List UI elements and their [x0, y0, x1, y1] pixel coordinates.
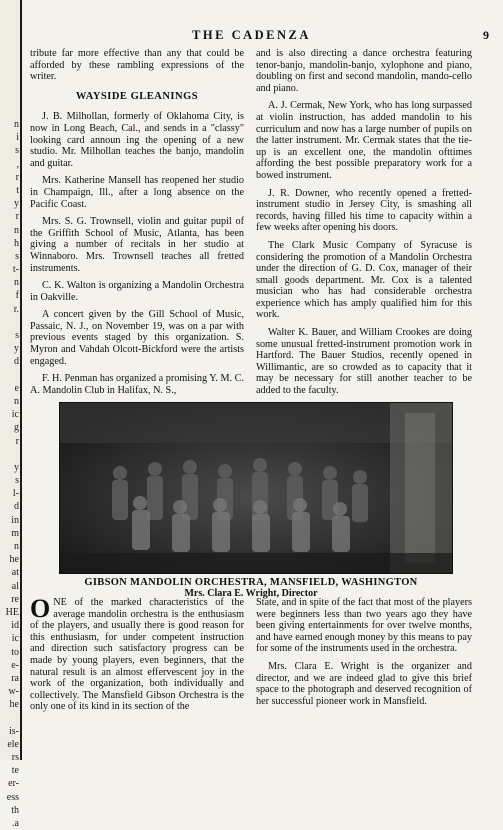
- news-item: Walter K. Bauer, and William Crookes are doing some unusual fretted-instrument promotion work in Hartford. The Bauer Studios, recently opened in Willimantic, are so crowded as to capacity that it may be necessary for still another teacher to be added to the faculty.: [256, 327, 472, 397]
- gutter-fragment: r: [15, 435, 19, 447]
- orchestra-photo: [59, 402, 453, 574]
- gutter-fragment: n: [14, 541, 19, 552]
- page-number: 9: [483, 28, 489, 42]
- gutter-fragment: th: [11, 804, 19, 816]
- gutter-fragment: r.: [13, 303, 19, 315]
- photo-caption-title: GIBSON MANDOLIN ORCHESTRA, MANSFIELD, WASHINGTON: [84, 577, 418, 588]
- article-paragraph: State, and in spite of the fact that most of the players were beginners less than two years ago they have been giving entertainments for over twelve months, and have earned enough money by this means to pay for some of the instruments used in the orchestra.: [256, 597, 472, 655]
- gutter-fragment: rs: [11, 752, 19, 763]
- gutter-fragment: r: [15, 171, 19, 183]
- gutter-fragment: [0, 369, 19, 382]
- gutter-fragment: e: [14, 382, 19, 394]
- gutter-fragment: d: [14, 356, 19, 368]
- gutter-fragment: at: [11, 567, 19, 579]
- gutter-fragment: l-: [12, 488, 19, 500]
- left-column: [30, 48, 244, 402]
- gutter-fragment: n: [14, 395, 19, 407]
- gutter-fragment: in: [11, 514, 19, 526]
- gutter-fragment: ic: [11, 633, 19, 645]
- gutter-fragment: t-: [12, 264, 19, 276]
- gutter-fragment: n: [14, 119, 19, 130]
- bottom-right-column: [256, 597, 472, 713]
- orchestra-photo-image: [60, 403, 452, 573]
- continued-paragraph: and is also directing a dance orchestra featuring tenor-banjo, mandolin-banjo, xylophone and piano, doubling on first and second mandolin, mando-cello and piano.: [256, 48, 472, 94]
- news-item: J. R. Downer, who recently opened a fretted-instrument studio in Jersey City, is smashing all records, having filled his time to capacity within a few weeks after opening his doors.: [256, 187, 472, 234]
- gutter-fragment: f: [15, 290, 19, 302]
- gutter-fragment: he: [9, 554, 19, 566]
- gutter-fragment: te: [11, 765, 19, 777]
- gutter-fragment: ess: [6, 791, 19, 803]
- gutter-fragment: y: [14, 198, 19, 210]
- gutter-fragment: g: [14, 422, 19, 434]
- article-lead-text: NE of the marked characteristics of the average mandolin orchestra is the enthusiasm of the players, and usually there is good reason for this enthusiasm, for under competent instruction and direction such satisfactory progress can be made by young players, even beginners, that the natural result is an almost effervescent joy in the work of the organization, both individually and collectively. The Mansfield Gibson Orchestra is the only one of its kind in its section of the: [30, 597, 244, 713]
- news-item: Mrs. S. G. Trownsell, violin and guitar pupil of the Griffith School of Music, Atlanta, has been giving a number of recitals in her studio at Winnaboro. Mrs. Trownsell teaches all fretted instruments.: [30, 216, 244, 274]
- news-item: F. H. Penman has organized a promising Y. M. C. A. Mandolin Club in Halifax, N. S.,: [30, 373, 244, 396]
- right-column: [256, 48, 472, 420]
- binding-edge-line: [20, 0, 22, 760]
- gutter-fragment: s: [15, 250, 19, 262]
- gutter-fragments: [0, 118, 19, 830]
- news-item: A. J. Cermak, New York, who has long surpassed at violin instruction, has added mandolin to his curriculum and now has a large number of pupils on the latter instrument. Mr. Cermak states that the tie-up is an excellent one, the mandolin ofttimes affording the best possible preparatory work for a bowed instrument.: [256, 100, 472, 181]
- gutter-fragment: ,: [16, 158, 19, 170]
- news-item: The Clark Music Company of Syracuse is considering the promotion of a Mandolin Orchestra under the direction of G. D. Cox, manager of their small goods department. Mr. Cox is a talented musician who has had considerable orchestra experience which has amply qualified him for this work.: [256, 239, 472, 321]
- gutter-fragment: ra: [11, 672, 19, 684]
- article-lead-paragraph: [30, 594, 244, 713]
- intro-paragraph: tribute far more effective than any that could be afforded by these rambling expressions of the writer.: [30, 48, 244, 83]
- gutter-fragment: HE: [5, 606, 19, 618]
- gutter-fragment: s: [15, 475, 19, 487]
- gutter-fragment: [0, 448, 19, 461]
- news-item: C. K. Walton is organizing a Mandolin Orchestra in Oakville.: [30, 280, 244, 303]
- gutter-fragment: t: [16, 184, 19, 196]
- gutter-fragment: w-: [8, 686, 19, 698]
- news-item: J. B. Milhollan, formerly of Oklahoma City, is now in Long Beach, Cal., and sends in a "classy" looking card announ ing the opening of a new studio. Mr. Milhollan teaches the banjo, mandolin and guitar.: [30, 111, 244, 169]
- photo-caption-subtitle: Mrs. Clara E. Wright, Director: [184, 588, 318, 599]
- gutter-fragment: ele: [7, 738, 19, 750]
- gutter-fragment: re: [11, 593, 19, 605]
- gutter-fragment: is-: [9, 725, 19, 737]
- gutter-fragment: al: [11, 580, 19, 592]
- gutter-fragment: y: [14, 343, 19, 355]
- gutter-fragment: to: [11, 646, 19, 658]
- gutter-fragment: m: [11, 527, 19, 539]
- gutter-fragment: n: [14, 277, 19, 289]
- article-paragraph: Mrs. Clara E. Wright is the organizer and director, and we are indeed glad to give this brief space to the photograph and deserved recognition of her successful pioneer work in Mansfield.: [256, 660, 472, 707]
- gutter-fragment: he: [9, 699, 19, 711]
- gutter-fragment: y: [14, 461, 19, 473]
- drop-cap: O: [30, 594, 51, 623]
- bottom-left-column: [30, 594, 244, 719]
- gutter-fragment: r: [15, 211, 19, 223]
- gutter-fragment: n: [14, 224, 19, 236]
- gutter-fragment: s: [15, 145, 19, 157]
- gutter-fragment: er-: [8, 778, 19, 790]
- gutter-fragment: e-: [11, 659, 19, 671]
- gutter-fragment: id: [11, 620, 19, 632]
- gutter-fragment: [0, 316, 19, 329]
- gutter-fragment: d: [14, 501, 19, 513]
- gutter-fragment: .a: [12, 817, 19, 829]
- running-head: THE CADENZA: [192, 28, 311, 42]
- news-item: A concert given by the Gill School of Music, Passaic, N. J., on November 19, was on a par with previous events staged by this organization. S. Myron and Vahdah Olcott-Bickford were the artists engaged.: [30, 309, 244, 367]
- gutter-fragment: s: [15, 330, 19, 341]
- gutter-fragment: i: [16, 132, 19, 144]
- gutter-fragment: [0, 711, 19, 724]
- gutter-fragment: h: [14, 237, 19, 249]
- gutter-fragment: ic: [11, 409, 19, 421]
- section-heading: WAYSIDE GLEANINGS: [75, 90, 199, 102]
- news-item: Mrs. Katherine Mansell has reopened her studio in Champaign, Ill., after a long absence on the Pacific Coast.: [30, 175, 244, 210]
